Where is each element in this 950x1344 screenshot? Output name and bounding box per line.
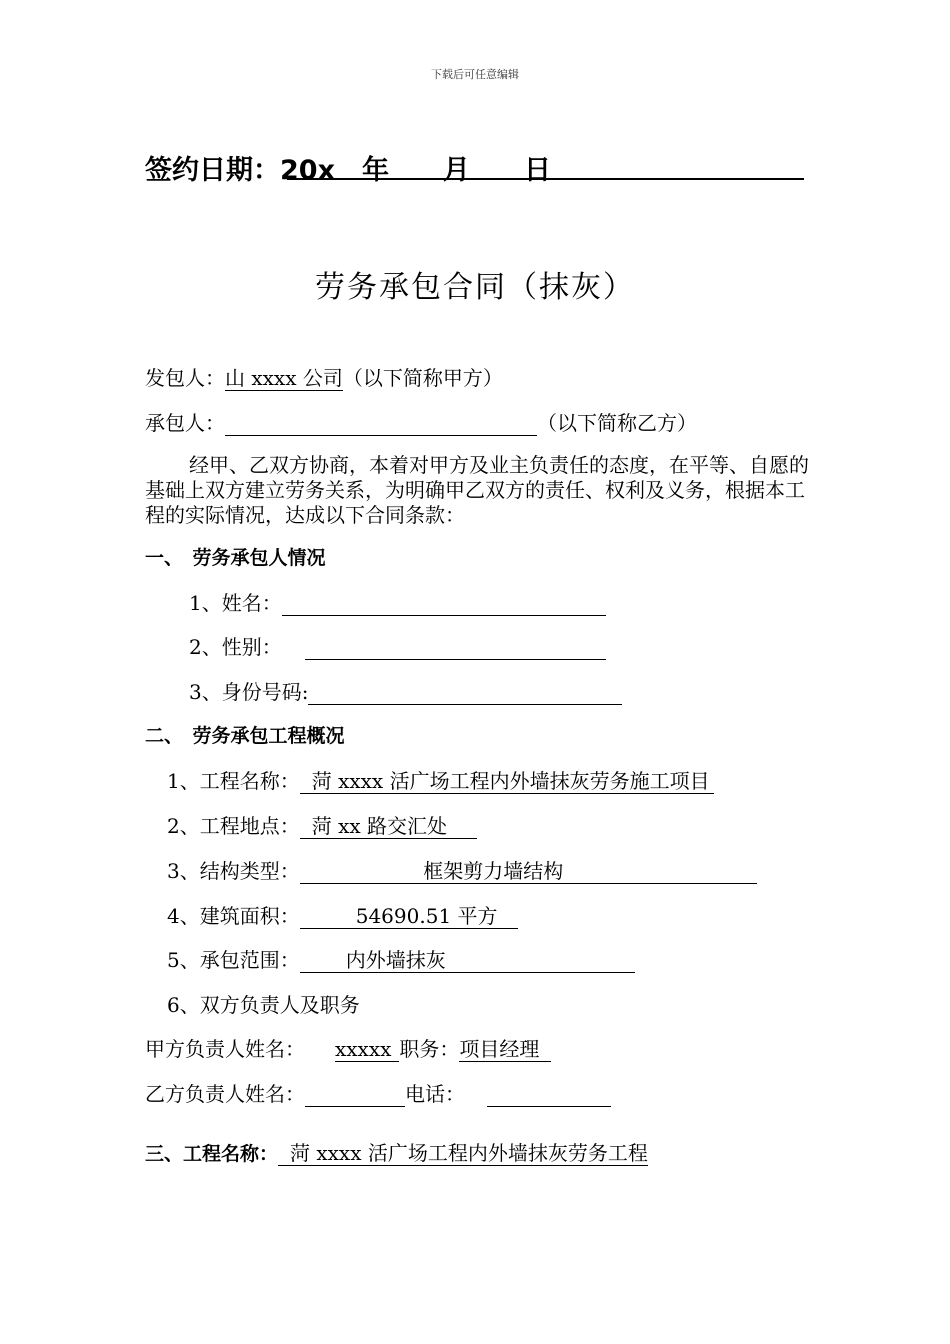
gender-label: 2、性别：	[189, 635, 282, 659]
item-6: 6、双方负责人及职务	[167, 993, 360, 1017]
gender-blank	[305, 637, 606, 660]
sign-date: 签约日期：20x 年 月 日	[145, 155, 551, 186]
party-b-person-line	[145, 1078, 611, 1107]
party-a-person-line	[145, 1033, 551, 1062]
party-a-value: 山 xxxx 公司	[225, 366, 343, 390]
party-b-name-blank	[305, 1084, 405, 1107]
party-a-suffix: （以下简称甲方）	[342, 366, 503, 390]
party-a-role-value: 项目经理	[459, 1038, 551, 1062]
party-a-person-label: 甲方负责人姓名：	[145, 1037, 305, 1061]
sign-date-underline	[287, 178, 804, 180]
building-area-value: 54690.51 平方	[300, 905, 518, 929]
project-location-label: 2、工程地点：	[167, 814, 300, 838]
id-line	[189, 676, 622, 705]
party-b-label: 承包人：	[145, 411, 225, 435]
party-b-phone-label: 电话：	[405, 1082, 465, 1106]
scope-line	[167, 944, 635, 973]
section-2-title: 二、 劳务承包工程概况	[145, 725, 345, 747]
section-3-title: 三、工程名称：	[145, 1143, 279, 1165]
party-a-person-name: xxxxx	[335, 1038, 399, 1062]
party-a-role-label: 职务：	[399, 1037, 460, 1061]
scope-label: 5、承包范围：	[167, 948, 300, 972]
project-name-line	[167, 765, 714, 794]
party-b-person-label: 乙方负责人姓名：	[145, 1082, 305, 1106]
scope-value: 内外墙抹灰	[300, 949, 635, 973]
project-location-line	[167, 810, 477, 839]
id-blank	[308, 682, 622, 705]
party-b-blank	[225, 413, 537, 436]
structure-type-line	[167, 855, 757, 884]
building-area-line	[167, 900, 518, 929]
structure-type-label: 3、结构类型：	[167, 859, 300, 883]
structure-type-value: 框架剪力墙结构	[300, 860, 757, 884]
section-3-line	[145, 1139, 648, 1166]
party-b-suffix: （以下简称乙方）	[537, 411, 697, 435]
project-name-value: 菏 xxxx 活广场工程内外墙抹灰劳务施工项目	[300, 770, 714, 794]
building-area-label: 4、建筑面积：	[167, 904, 300, 928]
document-title: 劳务承包合同（抹灰）	[315, 270, 635, 305]
section-1-title: 一、 劳务承包人情况	[145, 547, 326, 569]
party-a-line	[145, 362, 503, 391]
project-location-value: 菏 xx 路交汇处	[300, 815, 477, 839]
name-line	[189, 587, 606, 616]
party-b-line	[145, 407, 697, 436]
party-a-label: 发包人：	[145, 366, 225, 390]
party-b-phone-blank	[487, 1084, 611, 1107]
gender-line	[189, 631, 606, 660]
name-blank	[282, 593, 606, 616]
header-note: 下载后可任意编辑	[431, 68, 519, 81]
section-3-value: 菏 xxxx 活广场工程内外墙抹灰劳务工程	[278, 1142, 648, 1166]
project-name-label: 1、工程名称：	[167, 769, 300, 793]
id-label: 3、身份号码:	[189, 680, 309, 704]
name-label: 1、姓名：	[189, 591, 282, 615]
intro-paragraph: 经甲、乙双方协商，本着对甲方及业主负责任的态度，在平等、自愿的基础上双方建立劳务关系，为明确甲乙双方的责任、权利及义务，根据本工程的实际情况，达成以下合同条款：	[145, 453, 809, 527]
